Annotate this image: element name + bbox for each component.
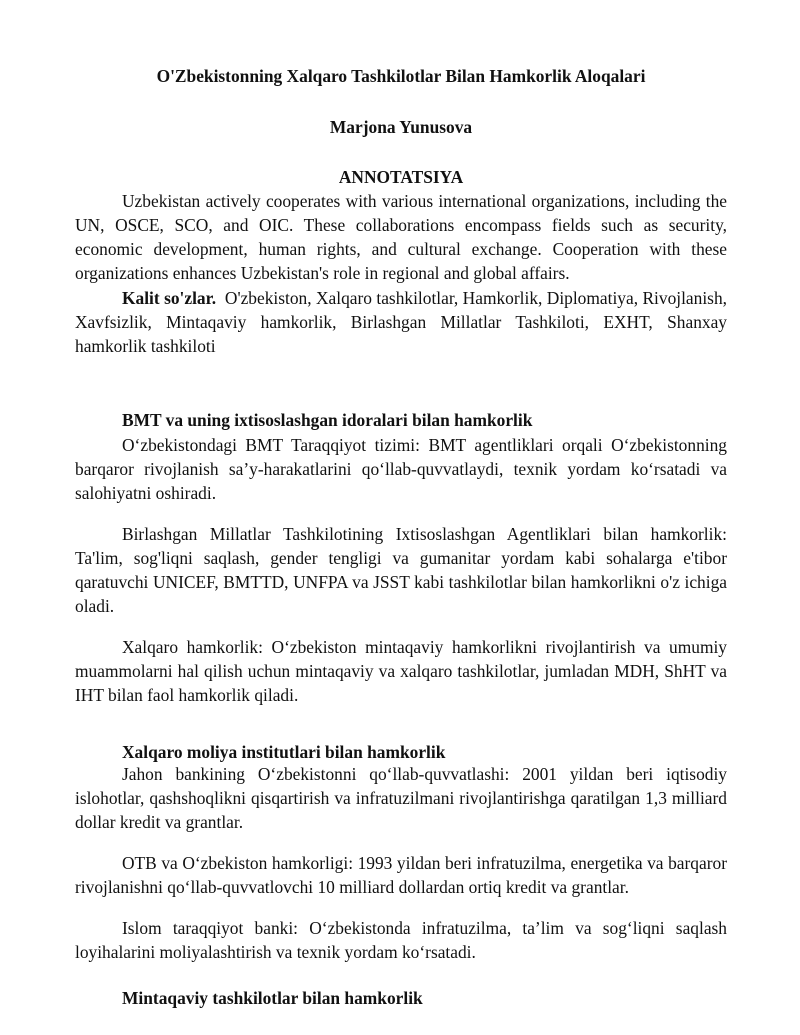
keywords-paragraph bbox=[75, 286, 727, 358]
keywords-label: Kalit so'zlar. bbox=[122, 288, 217, 308]
section2-paragraph-2: OTB va O‘zbekiston hamkorligi: 1993 yildan beri infratuzilma, energetika va barqaror rivojlanishni qo‘llab-quvvatlovchi 10 milliard dollardan ortiq kredit va grantlar. bbox=[75, 853, 727, 897]
section-heading-regional: Mintaqaviy tashkilotlar bilan hamkorlik bbox=[122, 988, 423, 1008]
section1-paragraph-2: Birlashgan Millatlar Tashkilotining Ixtisoslashgan Agentliklari bilan hamkorlik: Ta'lim, sog'liqni saqlash, gender tengligi va gumanitar yordam kabi sohalarga e'tibor qaratuvchi UNICEF, BMTTD, UNFPA va JSST kabi tashkilotlar bilan hamkorlikni o'z ichiga oladi. bbox=[75, 524, 727, 616]
section2-paragraph-3: Islom taraqqiyot banki: O‘zbekistonda infratuzilma, ta’lim va sog‘liqni saqlash loyihalarini moliyalashtirish va texnik yordam ko‘rsatadi. bbox=[75, 918, 727, 962]
annotation-paragraph: Uzbekistan actively cooperates with various international organizations, including the UN, OSCE, SCO, and OIC. These collaborations encompass fields such as security, economic development, human rights, and cultural exchange. Cooperation with these organizations enhances Uzbekistan's role in regional and global affairs. bbox=[75, 191, 727, 283]
annotation-heading: ANNOTATSIYA bbox=[338, 167, 464, 187]
section1-paragraph-1: O‘zbekistondagi BMT Taraqqiyot tizimi: BMT agentliklari orqali O‘zbekistonning barqaror rivojlanish sa’y-harakatlarini qo‘llab-quvvatlaydi, texnik yordam ko‘rsatadi va salohiyatni oshiradi. bbox=[75, 435, 727, 503]
author-name: Marjona Yunusova bbox=[329, 117, 473, 137]
keywords-text: O'zbekiston, Xalqaro tashkilotlar, Hamkorlik, Diplomatiya, Rivojlanish, Xavfsizlik, Mintaqaviy hamkorlik, Birlashgan Millatlar Tashkiloti, EXHT, Shanxay hamkorlik tashkiloti bbox=[75, 288, 727, 356]
section-heading-finance: Xalqaro moliya institutlari bilan hamkorlik bbox=[122, 742, 446, 762]
document-title: O'Zbekistonning Xalqaro Tashkilotlar Bilan Hamkorlik Aloqalari bbox=[156, 66, 646, 86]
section-heading-un: BMT va uning ixtisoslashgan idoralari bilan hamkorlik bbox=[122, 410, 533, 430]
section2-paragraph-1: Jahon bankining O‘zbekistonni qo‘llab-quvvatlashi: 2001 yildan beri iqtisodiy islohotlar, qashshoqlikni qisqartirish va infratuzilmani rivojlantirishga qaratilgan 1,3 milliard dollar kredit va grantlar. bbox=[75, 764, 727, 832]
section1-paragraph-3: Xalqaro hamkorlik: O‘zbekiston mintaqaviy hamkorlikni rivojlantirish va umumiy muammolarni hal qilish uchun mintaqaviy va xalqaro tashkilotlar, jumladan MDH, ShHT va IHT bilan faol hamkorlik qiladi. bbox=[75, 637, 727, 705]
